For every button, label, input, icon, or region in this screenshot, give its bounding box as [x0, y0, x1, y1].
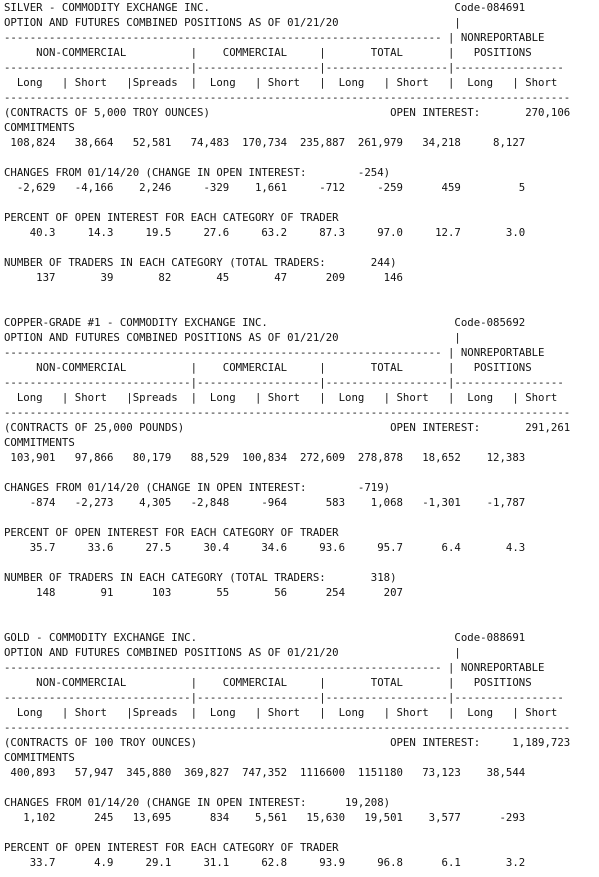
report-line: ---------------------------------------------------------------------------------------- [4, 91, 571, 104]
report-line: SILVER - COMMODITY EXCHANGE INC. Code-084691 [4, 1, 526, 14]
report-line: 33.7 4.9 29.1 31.1 62.8 93.9 96.8 6.1 3.2 [4, 856, 526, 869]
report-line: Long | Short |Spreads | Long | Short | Long | Short | Long | Short [4, 391, 558, 404]
report-line: -------------------------------------------------------------------- | NONREPORTABLE [4, 346, 545, 359]
report-line: COMMITMENTS [4, 436, 75, 449]
report-line: COMMITMENTS [4, 121, 75, 134]
report-line: NUMBER OF TRADERS IN EACH CATEGORY (TOTAL TRADERS: 244) [4, 256, 397, 269]
report-line: CHANGES FROM 01/14/20 (CHANGE IN OPEN INTEREST: 19,208) [4, 796, 391, 809]
report-line: PERCENT OF OPEN INTEREST FOR EACH CATEGORY OF TRADER [4, 526, 339, 539]
report-line: 137 39 82 45 47 209 146 [4, 271, 403, 284]
report-line: 400,893 57,947 345,880 369,827 747,352 1116600 1151180 73,123 38,544 [4, 766, 526, 779]
cot-report [4, 0, 570, 870]
report-line: COMMITMENTS [4, 751, 75, 764]
report-line: COPPER-GRADE #1 - COMMODITY EXCHANGE INC. Code-085692 [4, 316, 526, 329]
report-line: NON-COMMERCIAL | COMMERCIAL | TOTAL | POSITIONS [4, 46, 532, 59]
report-line [4, 600, 570, 615]
report-line: Long | Short |Spreads | Long | Short | Long | Short | Long | Short [4, 76, 558, 89]
report-line: OPTION AND FUTURES COMBINED POSITIONS AS OF 01/21/20 | [4, 646, 461, 659]
report-line: 35.7 33.6 27.5 30.4 34.6 93.6 95.7 6.4 4.3 [4, 541, 526, 554]
report-line: 1,102 245 13,695 834 5,561 15,630 19,501 3,577 -293 [4, 811, 526, 824]
report-line: NON-COMMERCIAL | COMMERCIAL | TOTAL | POSITIONS [4, 676, 532, 689]
report-line: Long | Short |Spreads | Long | Short | Long | Short | Long | Short [4, 706, 558, 719]
report-line [4, 615, 570, 630]
report-line: PERCENT OF OPEN INTEREST FOR EACH CATEGORY OF TRADER [4, 211, 339, 224]
report-line: 40.3 14.3 19.5 27.6 63.2 87.3 97.0 12.7 3.0 [4, 226, 526, 239]
report-line: CHANGES FROM 01/14/20 (CHANGE IN OPEN INTEREST: -719) [4, 481, 391, 494]
report-line: -------------------------------------------------------------------- | NONREPORTABLE [4, 661, 545, 674]
report-line: -------------------------------------------------------------------- | NONREPORTABLE [4, 31, 545, 44]
report-line [4, 150, 570, 165]
report-line: CHANGES FROM 01/14/20 (CHANGE IN OPEN INTEREST: -254) [4, 166, 391, 179]
report-line: ---------------------------------------------------------------------------------------- [4, 721, 571, 734]
report-line: OPTION AND FUTURES COMBINED POSITIONS AS OF 01/21/20 | [4, 331, 461, 344]
report-line: -----------------------------|-------------------|-------------------|----------------- [4, 61, 564, 74]
report-line: (CONTRACTS OF 100 TROY OUNCES) OPEN INTEREST: 1,189,723 [4, 736, 571, 749]
report-line [4, 780, 570, 795]
report-line: (CONTRACTS OF 5,000 TROY OUNCES) OPEN INTEREST: 270,106 [4, 106, 571, 119]
report-line: -874 -2,273 4,305 -2,848 -964 583 1,068 -1,301 -1,787 [4, 496, 526, 509]
report-line [4, 195, 570, 210]
report-line: 108,824 38,664 52,581 74,483 170,734 235,887 261,979 34,218 8,127 [4, 136, 526, 149]
report-line: PERCENT OF OPEN INTEREST FOR EACH CATEGORY OF TRADER [4, 841, 339, 854]
report-line [4, 555, 570, 570]
report-line: OPTION AND FUTURES COMBINED POSITIONS AS OF 01/21/20 | [4, 16, 461, 29]
report-line [4, 285, 570, 300]
report-line: (CONTRACTS OF 25,000 POUNDS) OPEN INTEREST: 291,261 [4, 421, 571, 434]
report-line: -2,629 -4,166 2,246 -329 1,661 -712 -259 459 5 [4, 181, 526, 194]
report-line: -----------------------------|-------------------|-------------------|----------------- [4, 691, 564, 704]
report-line: GOLD - COMMODITY EXCHANGE INC. Code-088691 [4, 631, 526, 644]
report-line: ---------------------------------------------------------------------------------------- [4, 406, 571, 419]
report-line [4, 510, 570, 525]
report-line [4, 240, 570, 255]
report-line: 103,901 97,866 80,179 88,529 100,834 272,609 278,878 18,652 12,383 [4, 451, 526, 464]
report-line [4, 300, 570, 315]
report-line: NUMBER OF TRADERS IN EACH CATEGORY (TOTAL TRADERS: 318) [4, 571, 397, 584]
report-line [4, 465, 570, 480]
report-line: -----------------------------|-------------------|-------------------|----------------- [4, 376, 564, 389]
report-line [4, 825, 570, 840]
report-line: NON-COMMERCIAL | COMMERCIAL | TOTAL | POSITIONS [4, 361, 532, 374]
report-line: 148 91 103 55 56 254 207 [4, 586, 403, 599]
